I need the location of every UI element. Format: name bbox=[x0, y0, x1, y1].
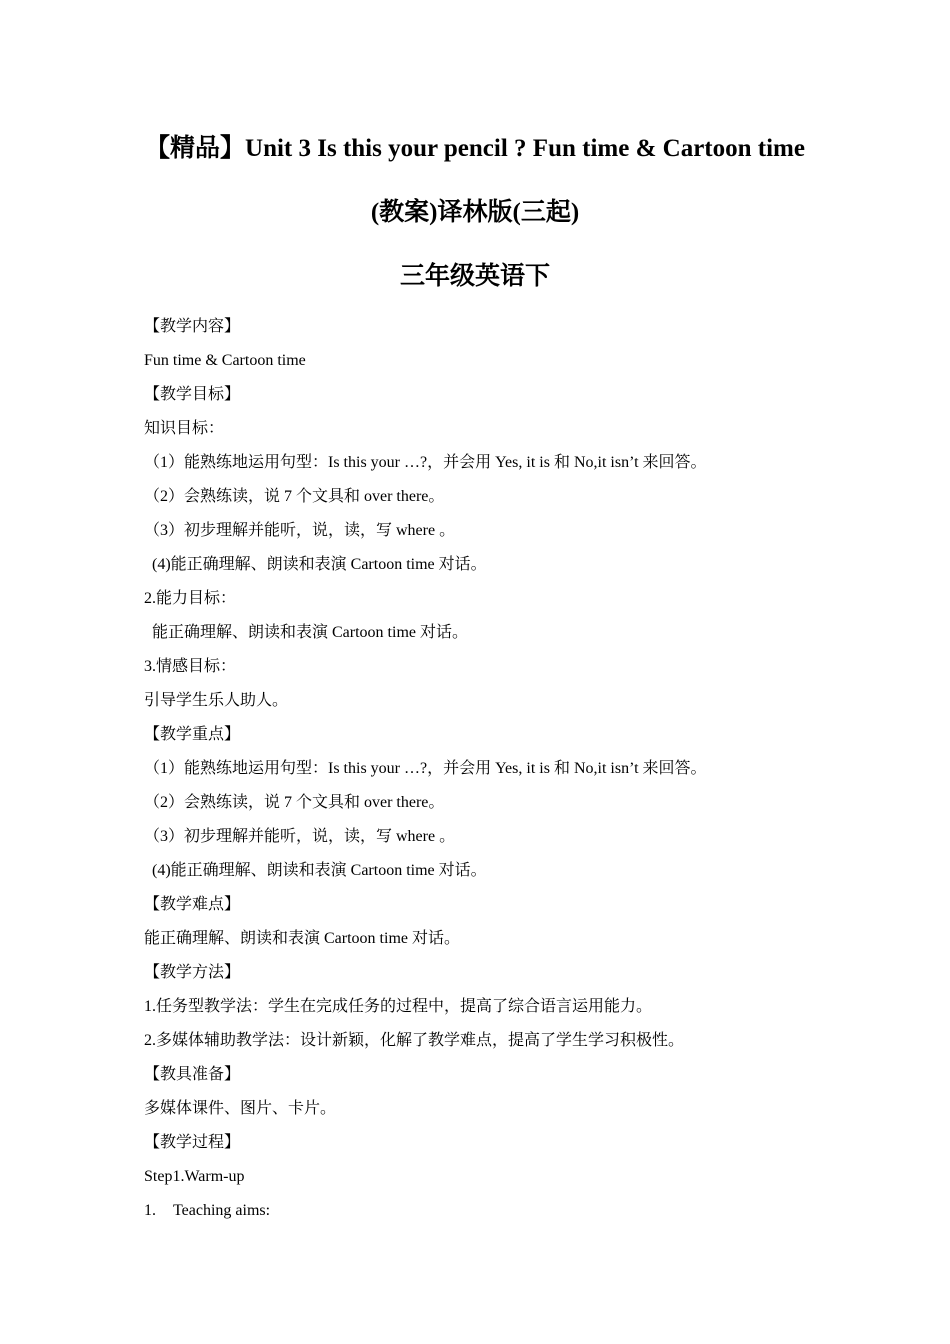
list-number: 1. bbox=[144, 1202, 156, 1219]
section-heading-teaching-objectives: 【教学目标】 bbox=[144, 386, 241, 403]
paragraph: 能正确理解、朗读和表演 Cartoon time 对话。 bbox=[144, 930, 460, 947]
subheading-emotional-objectives: 3.情感目标： bbox=[144, 658, 237, 675]
paragraph: Fun time & Cartoon time bbox=[144, 352, 306, 369]
list-item: 2.多媒体辅助教学法：设计新颖，化解了教学难点，提高了学生学习积极性。 bbox=[144, 1032, 685, 1049]
step-heading: Step1.Warm-up bbox=[144, 1168, 245, 1185]
section-heading-teaching-aids: 【教具准备】 bbox=[144, 1066, 241, 1083]
list-item-text: Teaching aims: bbox=[173, 1202, 271, 1219]
paragraph: 能正确理解、朗读和表演 Cartoon time 对话。 bbox=[152, 624, 468, 641]
document-title-line-3: 三年级英语下 bbox=[399, 263, 550, 290]
section-heading-difficult-points: 【教学难点】 bbox=[144, 896, 241, 913]
list-item: （2）会熟练读，说 7 个文具和 over there。 bbox=[144, 794, 445, 811]
list-item: （1）能熟练地运用句型：Is this your …?，并会用 Yes, it is 和 No,it isn’t 来回答。 bbox=[144, 760, 707, 777]
section-heading-teaching-content: 【教学内容】 bbox=[144, 318, 241, 335]
paragraph: 引导学生乐人助人。 bbox=[144, 692, 289, 709]
section-heading-key-points: 【教学重点】 bbox=[144, 726, 241, 743]
list-item: (4)能正确理解、朗读和表演 Cartoon time 对话。 bbox=[152, 556, 487, 573]
paragraph: 多媒体课件、图片、卡片。 bbox=[144, 1100, 337, 1117]
list-item: (4)能正确理解、朗读和表演 Cartoon time 对话。 bbox=[152, 862, 487, 879]
subheading-knowledge-objectives: 知识目标： bbox=[144, 420, 225, 437]
list-item bbox=[144, 1197, 864, 1231]
list-item: （3）初步理解并能听，说，读，写 where 。 bbox=[144, 522, 456, 539]
list-item: （3）初步理解并能听，说，读，写 where 。 bbox=[144, 828, 456, 845]
subheading-ability-objectives: 2.能力目标： bbox=[144, 590, 237, 607]
list-item: 1.任务型教学法：学生在完成任务的过程中，提高了综合语言运用能力。 bbox=[144, 998, 653, 1015]
list-item: （2）会熟练读，说 7 个文具和 over there。 bbox=[144, 488, 445, 505]
document-title-line-1: 【精品】Unit 3 Is this your pencil ? Fun time & Cartoon time bbox=[145, 135, 805, 162]
section-heading-teaching-methods: 【教学方法】 bbox=[144, 964, 241, 981]
list-item: （1）能熟练地运用句型：Is this your …?，并会用 Yes, it is 和 No,it isn’t 来回答。 bbox=[144, 454, 707, 471]
section-heading-teaching-process: 【教学过程】 bbox=[144, 1134, 241, 1151]
document-body bbox=[144, 313, 864, 1231]
document-title-line-2: (教案)译林版(三起) bbox=[370, 199, 580, 226]
